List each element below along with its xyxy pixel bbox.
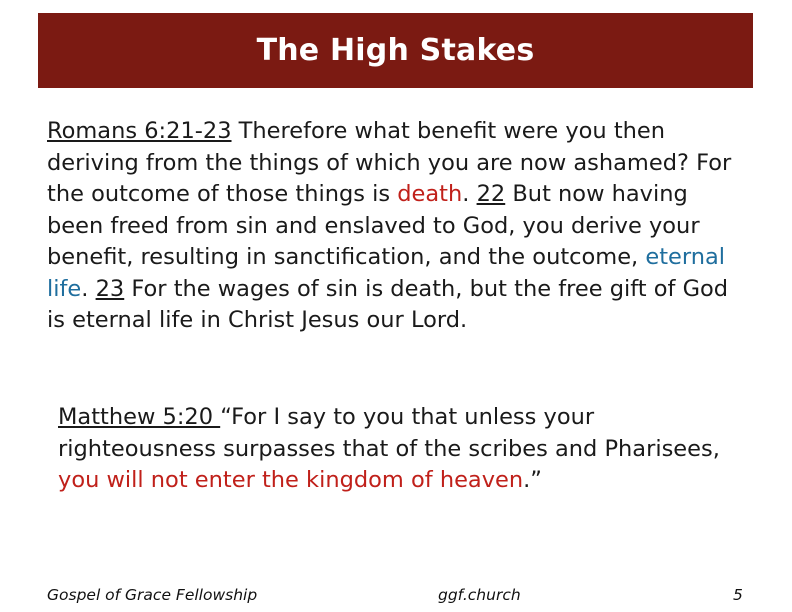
romans-text-a: Therefore what benefit were you then deriving from the things of which you are now ashamed? For the outcome of those things is — [47, 118, 732, 207]
matthew-reference: Matthew 5:20 — [58, 404, 221, 430]
matthew-text-b: .” — [523, 467, 542, 493]
slide-title: The High Stakes — [256, 33, 535, 68]
verse-22-reference: 22 — [476, 181, 506, 207]
matthew-passage — [58, 402, 738, 497]
title-bar — [38, 13, 753, 88]
romans-text-e: For the wages of sin is death, but the free gift of God is eternal life in Christ Jesus our Lord. — [47, 275, 729, 333]
matthew-text-a: “For I say to you that unless your righteousness surpasses that of the scribes and Pharisees, — [58, 404, 720, 462]
romans-reference: Romans 6:21-23 — [47, 118, 232, 144]
footer-website: ggf.church — [438, 586, 521, 604]
verse-23-reference: 23 — [95, 275, 125, 302]
eternal-life-highlight: eternal life — [47, 244, 726, 302]
romans-text-c: But now having been freed from sin and enslaved to God, you derive your benefit, resulting in sanctification, and the outcome, — [47, 181, 700, 270]
kingdom-warning-highlight: you will not enter the kingdom of heaven — [58, 467, 524, 493]
romans-text-b: . — [462, 181, 477, 207]
death-highlight: death — [397, 181, 463, 207]
footer-page-number: 5 — [733, 586, 743, 604]
romans-passage — [47, 116, 747, 337]
footer-organization: Gospel of Grace Fellowship — [47, 586, 258, 604]
romans-text-d: . — [81, 275, 96, 302]
